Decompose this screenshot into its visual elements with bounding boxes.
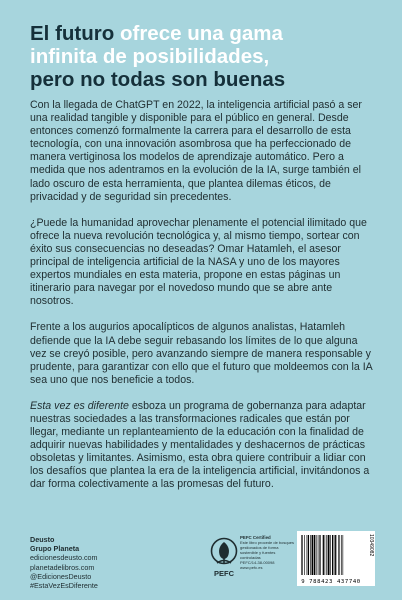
barcode — [297, 531, 375, 586]
barcode-bar — [330, 535, 331, 575]
barcode-bar — [339, 535, 340, 575]
barcode-bar — [319, 535, 320, 575]
barcode-bar — [316, 535, 317, 575]
barcode-bars — [301, 535, 363, 575]
publisher-site-2: planetadelibros.com — [30, 562, 95, 572]
barcode-bar — [334, 535, 335, 575]
pefc-url: www.pefc.es — [240, 565, 263, 570]
headline-dark-part: El futuro — [30, 22, 115, 45]
pefc-certified-label: PEFC Certified — [240, 535, 271, 540]
barcode-bar — [332, 535, 333, 575]
barcode-bar — [318, 535, 319, 575]
barcode-bar — [304, 535, 305, 575]
isbn-number: 9 788423 437740 — [301, 579, 361, 585]
barcode-bar — [335, 535, 336, 575]
barcode-bar — [314, 535, 315, 575]
paragraph-1: Con la llegada de ChatGPT en 2022, la inteligencia artificial pasó a ser una realidad tangible y disponible para el público en general. Desde entonces comenzó formalmente la carrera para el desarrollo de esta tecnología, con una innovación asombrosa que ha perfeccionado de manera vertiginosa los modelos de aprendizaje automático. Pero a medida que nos adentramos en la evolución de la IA, surge también el lado oscuro de esta herramienta, que plantea dilemas éticos, de privacidad y de seguridad sin precedentes. — [30, 99, 362, 203]
publisher-name: Deusto — [30, 535, 55, 544]
pefc-logo-text: PEFC — [213, 569, 235, 578]
barcode-bar — [302, 535, 303, 575]
publisher-group: Grupo Planeta — [30, 544, 80, 554]
barcode-bar — [338, 535, 339, 575]
pefc-code: PEFC/14-38-00098 — [240, 560, 275, 565]
book-title-italic: Esta vez es diferente — [30, 399, 129, 412]
product-code: 10349082 — [368, 534, 374, 557]
barcode-bar — [301, 535, 302, 575]
paragraph-4-text: esboza un programa de gobernanza para adaptar nuestras sociedades a las transformaciones radicales que están por llegar, mediante un replanteamiento de la educación con la finalidad de adquirir nuevas habilidades y mentalidades y deshacernos de prácticas obsoletas y limitantes. Asimismo, esta obra quiere contribuir a lidiar con los desafíos que plantea la era de la inteligencia artificial, invitándonos a dar forma colectivamente a las promesas del futuro. — [30, 399, 370, 491]
paragraph-4 — [30, 400, 375, 492]
publisher-imprint — [30, 535, 150, 590]
synopsis — [30, 99, 375, 492]
barcode-bar — [325, 535, 326, 575]
headline-light-part: ofrece una gama — [119, 22, 283, 45]
barcode-bar — [307, 535, 308, 575]
headline-line-3: pero no todas son buenas — [30, 68, 286, 91]
barcode-bar — [343, 535, 344, 575]
barcode-bar — [326, 535, 327, 575]
headline — [30, 22, 380, 91]
paragraph-2: ¿Puede la humanidad aprovechar plenamente el potencial ilimitado que ofrece la nueva revolución tecnológica y, al mismo tiempo, sortear con éxito sus consecuencias no deseadas? Omar Hatamleh, el asesor principal de inteligencia artificial de la NASA y uno de los mayores expertos mundiales en esta materia, propone en estas páginas un itinerario para navegar por el novedoso mundo que se abre ante nosotros. — [30, 216, 367, 308]
barcode-bar — [341, 535, 342, 575]
publisher-site-1: edicionesdeusto.com — [30, 553, 98, 563]
pefc-description: Este libro procede de bosques gestionados de forma sostenible y fuentes controladas — [240, 540, 295, 560]
book-hashtag: #EstaVezEsDiferente — [30, 581, 98, 591]
headline-line-2: infinita de posibilidades, — [30, 45, 270, 68]
barcode-bar — [308, 535, 309, 575]
barcode-bar — [323, 535, 324, 575]
barcode-bar — [312, 535, 314, 575]
barcode-bar — [328, 535, 330, 575]
pefc-tree-icon — [209, 537, 239, 581]
barcode-bar — [320, 535, 321, 575]
paragraph-3: Frente a los augurios apocalípticos de algunos analistas, Hatamleh defiende que la IA debe seguir rebasando los límites de lo que alguna vez se creyó posible, pero avanzando siempre de manera responsable y prudente, para garantizar con ello que el futuro que moldeemos con la IA sea uno que nos beneficie a todos. — [30, 321, 373, 386]
barcode-bar — [310, 535, 311, 575]
publisher-handle: @EdicionesDeusto — [30, 571, 92, 581]
pefc-certification — [240, 535, 295, 570]
